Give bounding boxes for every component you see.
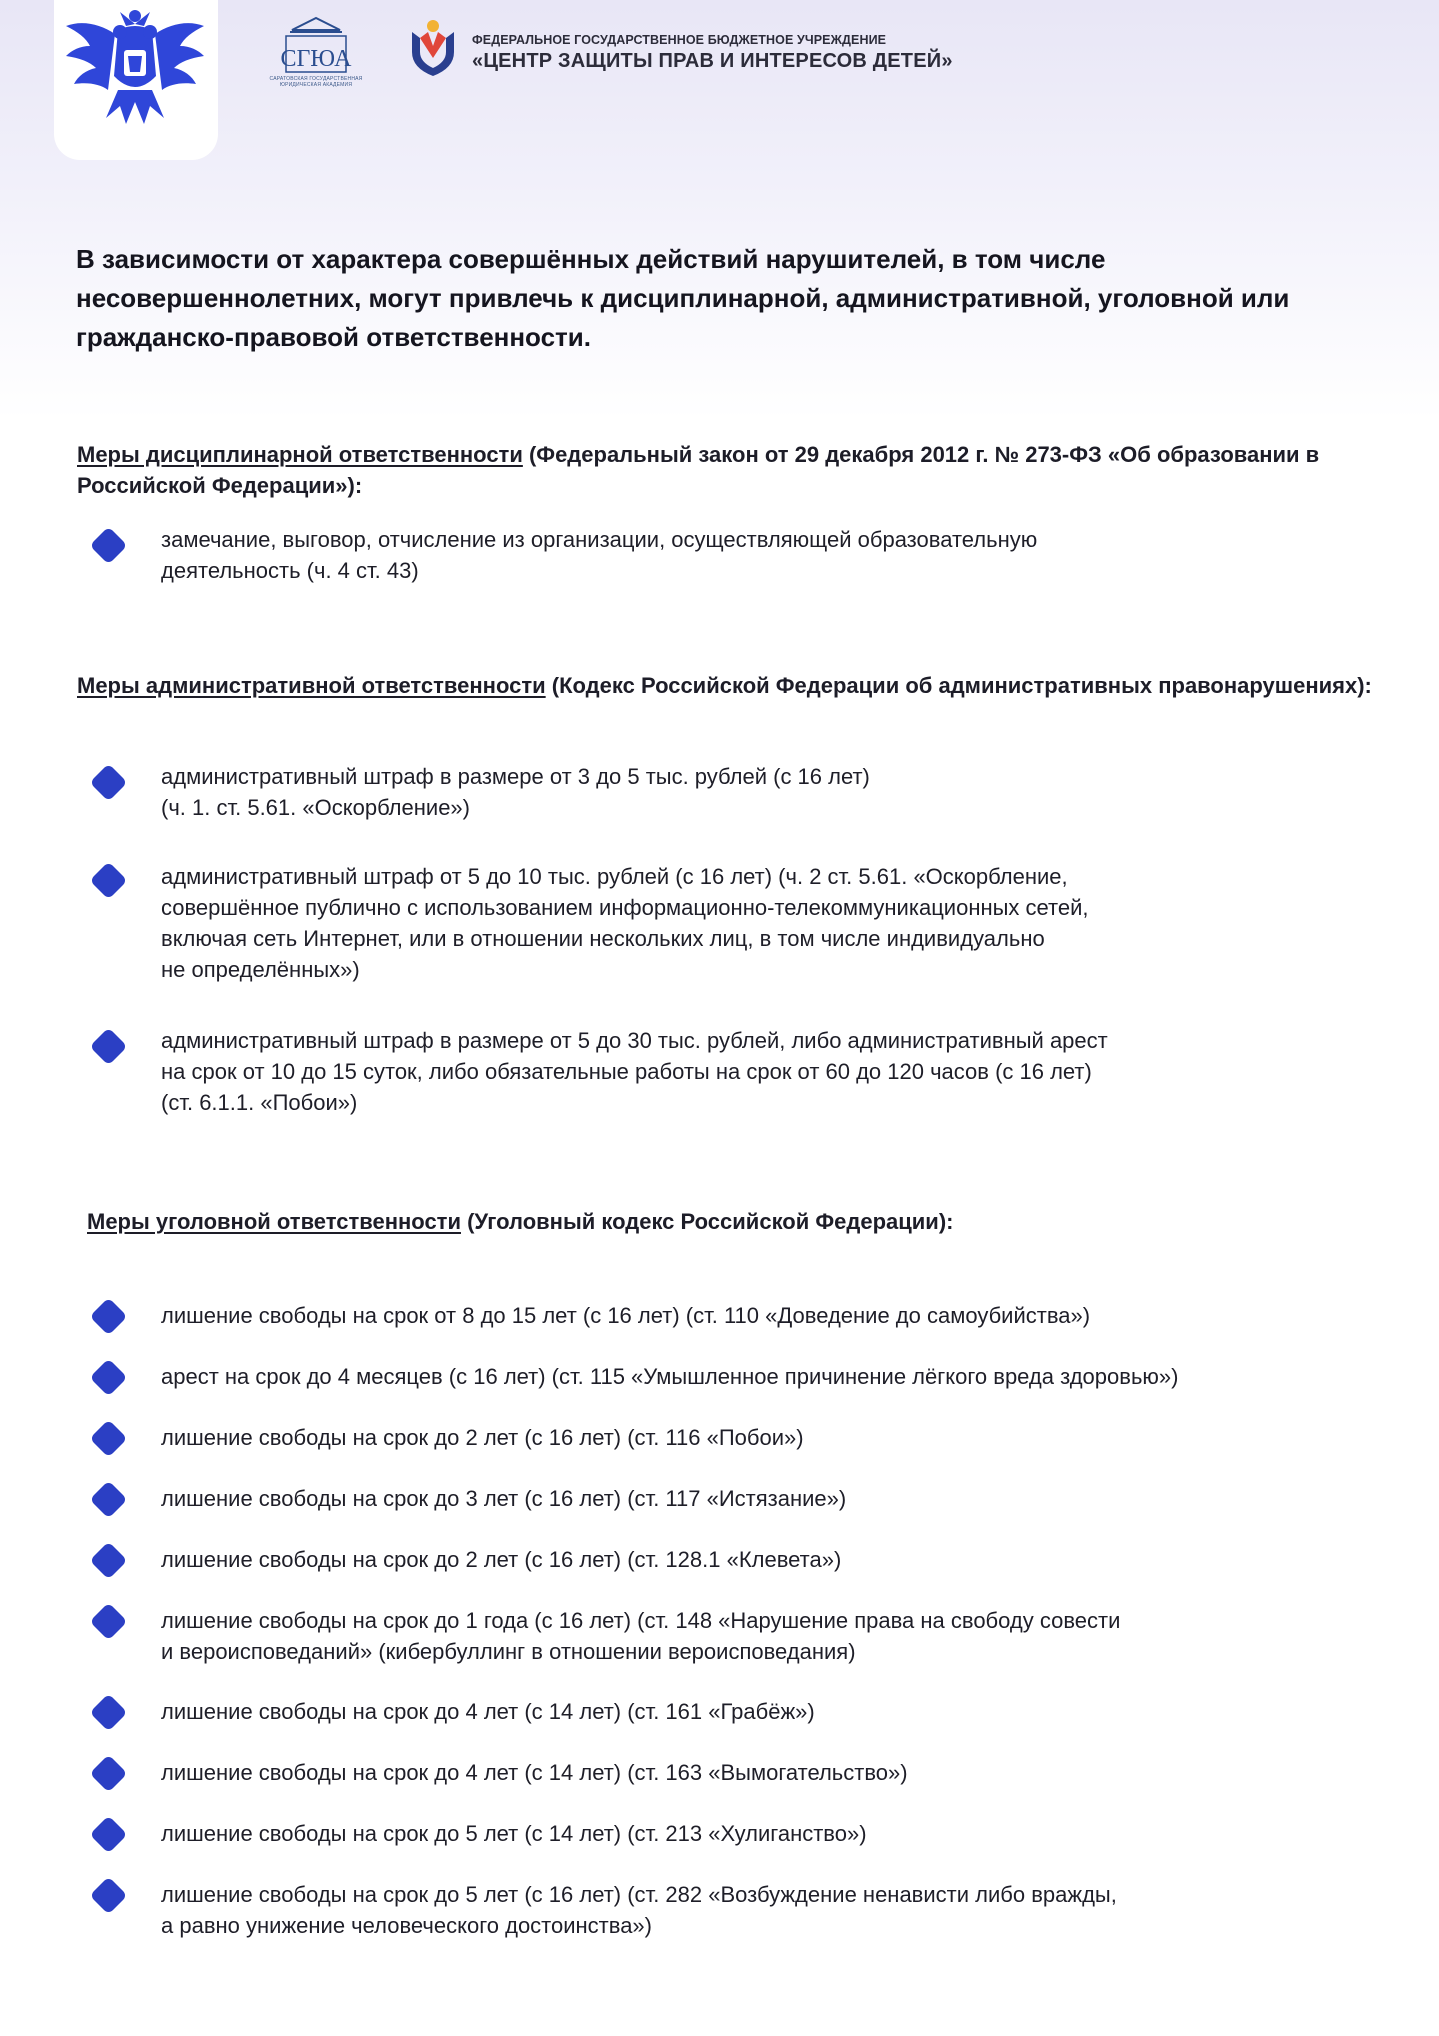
bullet-icon [91, 1482, 126, 1517]
section-title-rest: (Кодекс Российской Федерации об административных правонарушениях): [545, 673, 1372, 698]
list-item: лишение свободы на срок до 1 года (с 16 лет) (ст. 148 «Нарушение права на свободу совести и вероисповеданий» (кибербуллинг в отношении вероисповедания) [161, 1608, 1121, 1664]
list-item: замечание, выговор, отчисление из организации, осуществляющей образовательную деятельность (ч. 4 ст. 43) [161, 527, 1038, 583]
bullet-icon [91, 1421, 126, 1456]
list-item: лишение свободы на срок до 4 лет (с 14 лет) (ст. 163 «Вымогательство») [161, 1760, 908, 1785]
list-item: административный штраф в размере от 5 до 30 тыс. рублей, либо административный арест на срок от 10 до 15 суток, либо обязательные работы на срок от 60 до 120 часов (с 16 лет) (ст. 6.1.1. «Побои») [161, 1028, 1108, 1115]
list-item: лишение свободы на срок до 2 лет (с 16 лет) (ст. 128.1 «Клевета») [161, 1547, 842, 1572]
bullet-icon [91, 1029, 126, 1064]
russian-eagle-emblem-icon [60, 6, 210, 136]
list-item: арест на срок до 4 месяцев (с 16 лет) (ст. 115 «Умышленное причинение лёгкого вреда здоровью») [161, 1364, 1179, 1389]
bullet-icon [91, 863, 126, 898]
bullet-icon [91, 1878, 126, 1913]
section-title-underlined: Меры дисциплинарной ответственности [77, 442, 523, 467]
bullet-icon [91, 1817, 126, 1852]
section-title-disciplinary [77, 439, 1377, 501]
sgua-logo-text: СГЮА [280, 46, 352, 72]
section-title-rest: (Федеральный закон от 29 декабря 2012 г. № 273-ФЗ «Об образовании в Российской Федерации»): [77, 442, 1320, 498]
section-title-underlined: Меры административной ответственности [77, 673, 546, 698]
bullet-icon [91, 1604, 126, 1639]
bullet-icon [91, 1695, 126, 1730]
bullet-icon [91, 528, 126, 563]
list-item: административный штраф от 5 до 10 тыс. рублей (с 16 лет) (ч. 2 ст. 5.61. «Оскорбление, совершённое публично с использованием информационно-телекоммуникационных сетей, включая сеть Интернет, или в отношении нескольких лиц, в том числе индивидуально не определённых») [161, 864, 1089, 982]
center-logo-icon [408, 18, 458, 78]
section-title-underlined: Меры уголовной ответственности [87, 1209, 461, 1234]
section-title-criminal [87, 1206, 1387, 1237]
list-item: лишение свободы на срок до 5 лет (с 16 лет) (ст. 282 «Возбуждение ненависти либо вражды, а равно унижение человеческого достоинства») [161, 1882, 1117, 1938]
bullet-icon [91, 765, 126, 800]
center-subtitle: ФЕДЕРАЛЬНОЕ ГОСУДАРСТВЕННОЕ БЮДЖЕТНОЕ УЧРЕЖДЕНИЕ [472, 33, 887, 47]
section-title-administrative [77, 670, 1377, 701]
list-item: лишение свободы на срок до 2 лет (с 16 лет) (ст. 116 «Побои») [161, 1425, 804, 1450]
sgua-caption: САРАТОВСКАЯ ГОСУДАРСТВЕННАЯ ЮРИДИЧЕСКАЯ АКАДЕМИЯ [269, 76, 363, 88]
bullet-icon [91, 1543, 126, 1578]
list-item: административный штраф в размере от 3 до 5 тыс. рублей (с 16 лет) (ч. 1. ст. 5.61. «Оскорбление») [161, 764, 870, 820]
list-item: лишение свободы на срок до 4 лет (с 14 лет) (ст. 161 «Грабёж») [161, 1699, 815, 1724]
bullet-icon [91, 1756, 126, 1791]
center-title: «ЦЕНТР ЗАЩИТЫ ПРАВ И ИНТЕРЕСОВ ДЕТЕЙ» [472, 50, 953, 72]
section-title-rest: (Уголовный кодекс Российской Федерации): [460, 1209, 954, 1234]
bullet-icon [91, 1299, 126, 1334]
list-item: лишение свободы на срок до 5 лет (с 14 лет) (ст. 213 «Хулиганство») [161, 1821, 867, 1846]
intro-paragraph: В зависимости от характера совершённых действий нарушителей, в том числе несовершеннолетних, могут привлечь к дисциплинарной, административной, уголовной или гражданско-правовой ответственности. [76, 244, 1290, 352]
list-item: лишение свободы на срок до 3 лет (с 16 лет) (ст. 117 «Истязание») [161, 1486, 847, 1511]
list-item: лишение свободы на срок от 8 до 15 лет (с 16 лет) (ст. 110 «Доведение до самоубийства») [161, 1303, 1091, 1328]
bullet-icon [91, 1360, 126, 1395]
